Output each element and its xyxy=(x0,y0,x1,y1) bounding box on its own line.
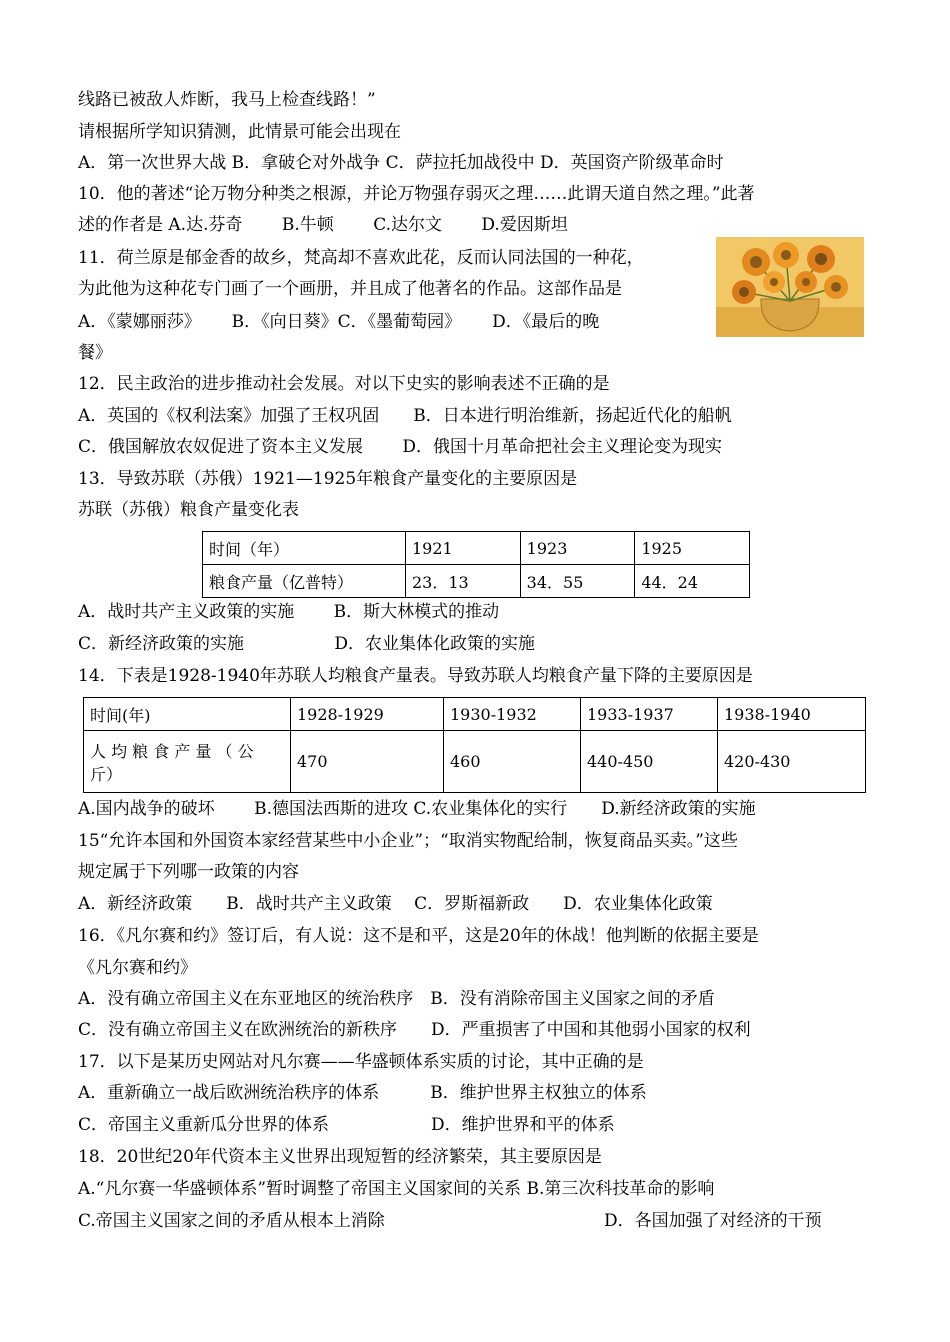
question-18: 18．20世纪20年代资本主义世界出现短暂的经济繁荣，其主要原因是 xyxy=(78,1147,602,1167)
text-line: C．俄国解放农奴促进了资本主义发展 D．俄国十月革命把社会主义理论变为现实 xyxy=(78,437,723,457)
text-line: A．新经济政策 B．战时共产主义政策 C．罗斯福新政 D．农业集体化政策 xyxy=(78,894,713,914)
text-line: C.帝国主义国家之间的矛盾从根本上消除 xyxy=(78,1211,385,1231)
table-cell: 粮食产量（亿普特） xyxy=(203,565,406,598)
table-title: 苏联（苏俄）粮食产量变化表 xyxy=(78,500,299,520)
text-line: 述的作者是 A.达.芬奇 B.牛顿 C.达尔文 D.爱因斯坦 xyxy=(78,215,568,235)
table-cell: 420-430 xyxy=(718,731,866,793)
text-line: A．没有确立帝国主义在东亚地区的统治秩序 B．没有消除帝国主义国家之间的矛盾 xyxy=(78,989,715,1009)
text-line: A.国内战争的破坏 B.德国法西斯的进攻 C.农业集体化的实行 D.新经济政策的实施 xyxy=(78,799,756,819)
table-cell: 440-450 xyxy=(581,731,718,793)
per-capita-grain-table xyxy=(83,697,866,793)
table-cell: 时间（年） xyxy=(203,532,406,565)
question-10: 10．他的著述“论万物分种类之根源，并论万物强存弱灭之理……此谓天道自然之理。”此著 xyxy=(78,184,755,204)
text-line: A．英国的《权利法案》加强了王权巩固 B．日本进行明治维新，扬起近代化的船帆 xyxy=(78,406,732,426)
row-label: 斤） xyxy=(90,764,123,784)
question-11: 11．荷兰原是郁金香的故乡，梵高却不喜欢此花，反而认同法国的一种花， xyxy=(78,248,644,268)
table-cell: 34．55 xyxy=(520,565,635,598)
text-line: A．《蒙娜丽莎》 B．《向日葵》C．《墨葡萄园》 D．《最后的晚 xyxy=(78,312,600,332)
text-line: C．没有确立帝国主义在欧洲统治的新秩序 D．严重损害了中国和其他弱小国家的权利 xyxy=(78,1020,751,1040)
table-cell: 1928-1929 xyxy=(291,698,444,731)
text-line: 餐》 xyxy=(78,343,112,363)
table-cell: 时间(年) xyxy=(84,698,291,731)
table-cell: 23．13 xyxy=(406,565,521,598)
table-cell: 1930-1932 xyxy=(444,698,581,731)
text-line: 《凡尔赛和约》 xyxy=(78,958,197,978)
text-line: C．帝国主义重新瓜分世界的体系 D．维护世界和平的体系 xyxy=(78,1115,615,1135)
table-cell: 1921 xyxy=(406,532,521,565)
text-line: A.“凡尔赛一华盛顿体系”暂时调整了帝国主义国家间的关系 B.第三次科技革命的影响 xyxy=(78,1179,715,1199)
table-cell: 1925 xyxy=(635,532,750,565)
table-cell: 1933-1937 xyxy=(581,698,718,731)
table-cell: 1938-1940 xyxy=(718,698,866,731)
grain-output-table xyxy=(202,531,750,598)
table-cell xyxy=(84,731,291,793)
row-label: 人 均 粮 食 产 量 （ 公 xyxy=(90,741,254,761)
text-line: C．新经济政策的实施 D．农业集体化政策的实施 xyxy=(78,634,536,654)
question-12: 12．民主政治的进步推动社会发展。对以下史实的影响表述不正确的是 xyxy=(78,374,610,394)
option-d: D．各国加强了对经济的干预 xyxy=(604,1211,822,1231)
text-line: A．重新确立一战后欧洲统治秩序的体系 B．维护世界主权独立的体系 xyxy=(78,1083,647,1103)
text-line: A．第一次世界大战 B．拿破仑对外战争 C．萨拉托加战役中 D．英国资产阶级革命时 xyxy=(78,153,724,173)
text-line: 请根据所学知识猜测，此情景可能会出现在 xyxy=(78,122,401,142)
question-17: 17．以下是某历史网站对凡尔赛——华盛顿体系实质的讨论，其中正确的是 xyxy=(78,1052,644,1072)
question-13: 13．导致苏联（苏俄）1921—1925年粮食产量变化的主要原因是 xyxy=(78,469,578,489)
table-cell: 460 xyxy=(444,731,581,793)
text-line: 线路已被敌人炸断，我马上检查线路！” xyxy=(78,90,376,110)
question-14: 14．下表是1928-1940年苏联人均粮食产量表。导致苏联人均粮食产量下降的主要原因是 xyxy=(78,666,753,686)
question-15: 15“允许本国和外国资本家经营某些中小企业”；“取消实物配给制，恢复商品买卖。”这些 xyxy=(78,831,738,851)
table-cell: 470 xyxy=(291,731,444,793)
text-line: A．战时共产主义政策的实施 B．斯大林模式的推动 xyxy=(78,602,500,622)
text-line: 规定属于下列哪一政策的内容 xyxy=(78,862,299,882)
question-16: 16．《凡尔赛和约》签订后，有人说：这不是和平，这是20年的休战！他判断的依据主要是 xyxy=(78,926,759,946)
table-cell: 44．24 xyxy=(635,565,750,598)
text-line: 为此他为这种花专门画了一个画册，并且成了他著名的作品。这部作品是 xyxy=(78,279,622,299)
table-cell: 1923 xyxy=(520,532,635,565)
sunflowers-painting xyxy=(716,237,864,337)
